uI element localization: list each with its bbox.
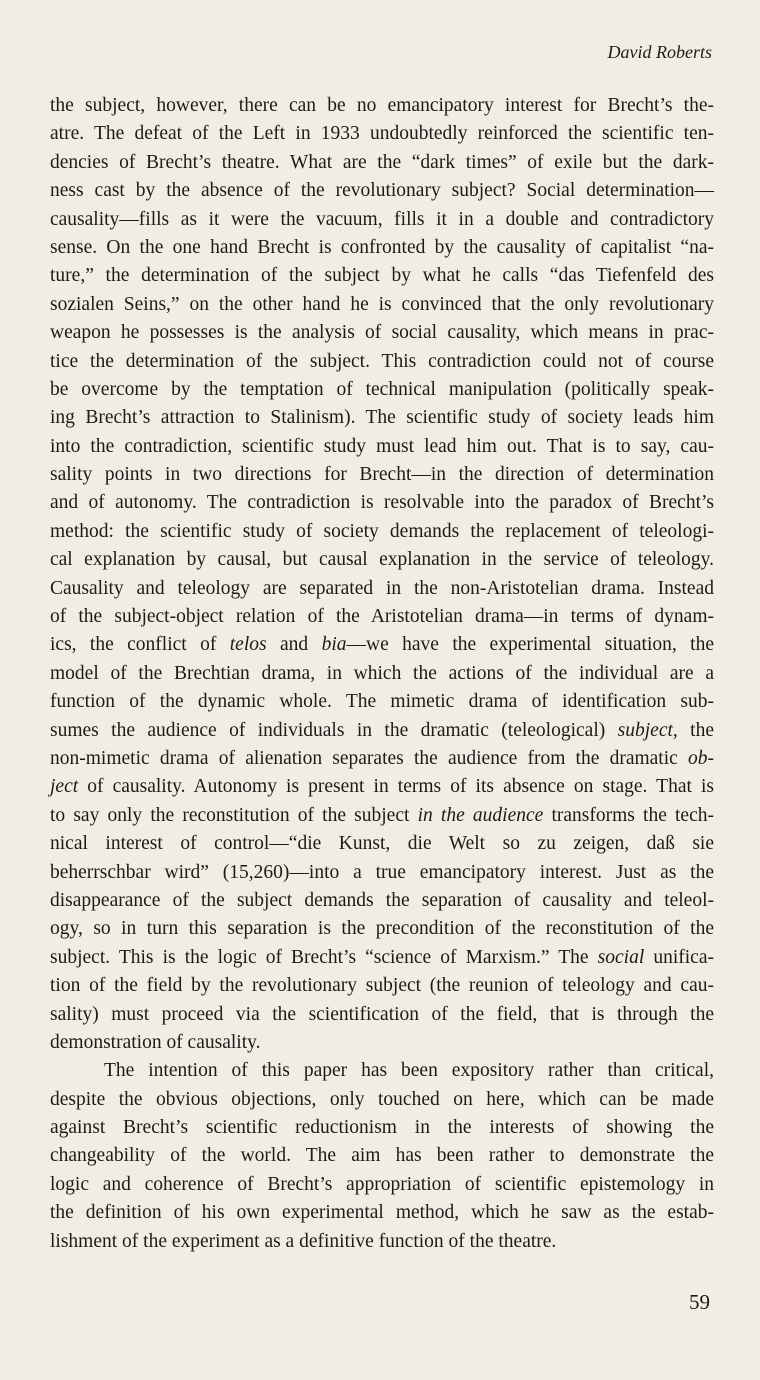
text-line (50, 206, 714, 234)
text-line (50, 859, 714, 887)
body-text (50, 92, 714, 1256)
text-line (50, 688, 714, 716)
running-header-author: David Roberts (607, 42, 712, 62)
text-segment: the (677, 719, 715, 741)
text-segment: sumes the audience of individuals in the dramatic (teleological) (50, 719, 618, 741)
text-line (50, 1057, 714, 1085)
text-line (50, 972, 714, 1000)
text-segment: of causality. Autonomy is present in terms of its absence on stage. That is (78, 776, 714, 798)
text-line (50, 404, 714, 432)
italic-text: in the audience (417, 804, 544, 826)
text-line (50, 120, 714, 148)
text-segment: tion of the field by the revolutionary subject (the reunion of teleology and cau- (50, 975, 714, 997)
text-line (50, 234, 714, 262)
text-line (50, 262, 714, 290)
text-segment: logic and coherence of Brecht’s appropriation of scientific epistemology in (50, 1173, 714, 1195)
italic-text: bia (321, 634, 347, 656)
text-line (50, 149, 714, 177)
text-line (50, 773, 714, 801)
text-line (50, 802, 714, 830)
text-segment: beherrschbar wird” (15,260)—into a true emancipatory interest. Just as the (50, 861, 714, 883)
text-segment: ogy, so in turn this separation is the precondition of the reconstitution of the (50, 918, 714, 940)
italic-text: ject (50, 776, 79, 798)
text-line (50, 92, 714, 120)
text-segment: sality points in two directions for Brecht—in the direction of determination (50, 464, 714, 486)
text-line (50, 603, 714, 631)
text-segment: non-mimetic drama of alienation separates the audience from the dramatic (50, 747, 688, 769)
text-line (50, 717, 714, 745)
text-segment: sense. On the one hand Brecht is confronted by the causality of capitalist “na- (50, 236, 714, 258)
text-segment: the definition of his own experimental method, which he saw as the estab- (50, 1202, 714, 1224)
text-segment: method: the scientific study of society demands the replacement of teleologi- (50, 520, 714, 542)
text-line (50, 518, 714, 546)
text-line (50, 291, 714, 319)
text-segment: sozialen Seins,” on the other hand he is convinced that the only revolutionary (50, 293, 714, 315)
text-segment: —we have the experimental situation, the (346, 634, 714, 656)
text-line (50, 575, 714, 603)
text-segment: sality) must proceed via the scientification of the field, that is through the (50, 1003, 714, 1025)
page-number: 59 (689, 1290, 710, 1314)
text-line (50, 489, 714, 517)
italic-text: social (597, 946, 645, 968)
text-segment: tice the determination of the subject. This contradiction could not of course (50, 350, 714, 372)
text-segment: Causality and teleology are separated in the non-Aristotelian drama. Instead (50, 577, 714, 599)
text-segment: disappearance of the subject demands the separation of causality and teleol- (50, 889, 714, 911)
text-line (50, 433, 714, 461)
text-segment: causality—fills as it were the vacuum, fills it in a double and contradictory (50, 208, 714, 230)
text-line (50, 546, 714, 574)
text-line (50, 461, 714, 489)
text-segment: model of the Brechtian drama, in which the actions of the individual are a (50, 662, 714, 684)
text-segment: be overcome by the temptation of technical manipulation (politically speak- (50, 378, 714, 400)
text-segment: atre. The defeat of the Left in 1933 undoubtedly reinforced the scientific ten- (50, 123, 714, 145)
text-segment: and of autonomy. The contradiction is resolvable into the paradox of Brecht’s (50, 492, 714, 514)
text-line (50, 1142, 714, 1170)
text-segment: lishment of the experiment as a definitive function of the theatre. (50, 1230, 557, 1252)
text-segment: changeability of the world. The aim has been rather to demonstrate the (50, 1145, 714, 1167)
text-line (50, 319, 714, 347)
text-line (50, 1001, 714, 1029)
italic-text: ob- (688, 747, 714, 769)
text-line (50, 1228, 714, 1256)
text-line (50, 830, 714, 858)
text-segment: despite the obvious objections, only touched on here, which can be made (50, 1088, 714, 1110)
text-line (50, 1086, 714, 1114)
text-segment: subject. This is the logic of Brecht’s “science of Marxism.” The (50, 946, 598, 968)
text-line (50, 348, 714, 376)
text-line (50, 745, 714, 773)
text-segment: and (266, 634, 322, 656)
text-line (50, 944, 714, 972)
text-segment: ness cast by the absence of the revolutionary subject? Social determination— (50, 180, 714, 202)
text-segment: unifica- (644, 946, 714, 968)
text-segment: ics, the conflict of (50, 634, 230, 656)
text-segment: weapon he possesses is the analysis of social causality, which means in prac- (50, 322, 714, 344)
text-segment: ing Brecht’s attraction to Stalinism). The scientific study of society leads him (50, 407, 714, 429)
text-segment: to say only the reconstitution of the subject (50, 804, 418, 826)
text-segment: into the contradiction, scientific study must lead him out. That is to say, cau- (50, 435, 714, 457)
text-line (50, 915, 714, 943)
italic-text: telos (229, 634, 267, 656)
text-line (50, 1114, 714, 1142)
text-line (50, 177, 714, 205)
text-line (50, 1029, 714, 1057)
text-line (50, 376, 714, 404)
text-segment: against Brecht’s scientific reductionism in the interests of showing the (50, 1117, 714, 1139)
text-segment: dencies of Brecht’s theatre. What are the “dark times” of exile but the dark- (50, 151, 714, 173)
text-line (50, 1171, 714, 1199)
text-segment: The intention of this paper has been expository rather than critical, (104, 1060, 714, 1082)
text-segment: of the subject-object relation of the Aristotelian drama—in terms of dynam- (50, 606, 714, 628)
text-line (50, 887, 714, 915)
text-line (50, 660, 714, 688)
text-segment: demonstration of causality. (50, 1031, 261, 1053)
text-segment: transforms the tech- (543, 804, 714, 826)
text-line (50, 631, 714, 659)
text-segment: cal explanation by causal, but causal explanation in the service of teleology. (50, 549, 714, 571)
text-segment: function of the dynamic whole. The mimetic drama of identification sub- (50, 691, 714, 713)
text-segment: ture,” the determination of the subject by what he calls “das Tiefenfeld des (50, 265, 714, 287)
italic-text: subject, (617, 719, 678, 741)
text-segment: nical interest of control—“die Kunst, die Welt so zu zeigen, daß sie (50, 833, 714, 855)
text-segment: the subject, however, there can be no emancipatory interest for Brecht’s the- (50, 95, 714, 116)
text-line (50, 1199, 714, 1227)
